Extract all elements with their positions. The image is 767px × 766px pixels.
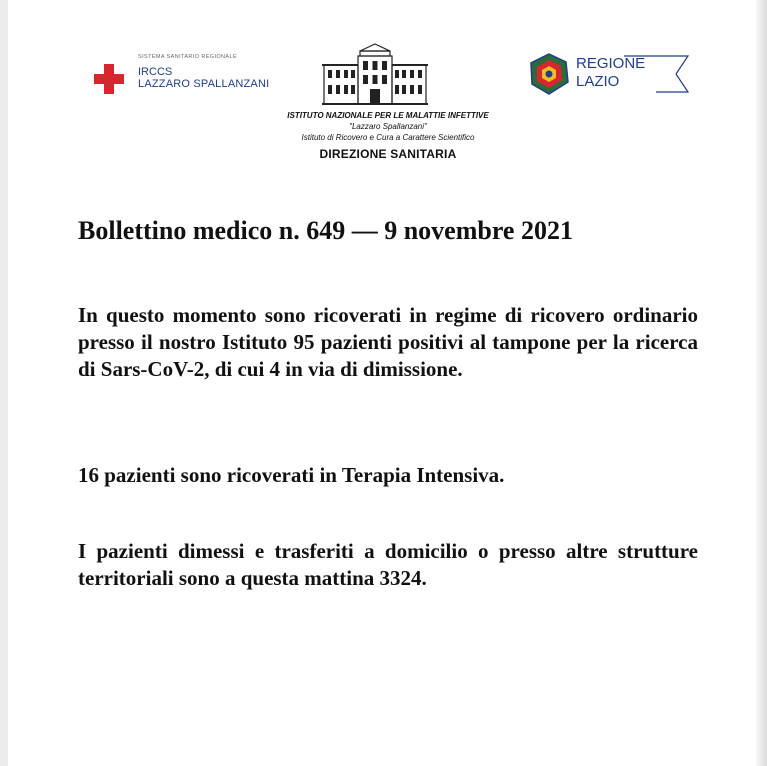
bulletin-paragraph-1: In questo momento sono ricoverati in regime di ricovero ordinario presso il nostro Istituto 95 pazienti positivi al tampone per la ricerca di Sars-CoV-2, di cui 4 in via di dimissione. bbox=[78, 303, 698, 381]
institute-building-icon bbox=[320, 41, 430, 107]
department-name: DIREZIONE SANITARIA bbox=[319, 147, 457, 161]
institute-description: Istituto di Ricovero e Cura a Carattere Scientifico bbox=[301, 133, 475, 142]
institute-subname: "Lazzaro Spallanzani" bbox=[349, 122, 427, 131]
red-cross-icon bbox=[94, 64, 124, 94]
bulletin-paragraph-2: 16 pazienti sono ricoverati in Terapia Intensiva. bbox=[78, 463, 505, 487]
regione-lazio-logo bbox=[528, 52, 698, 96]
document-page bbox=[8, 0, 756, 766]
bulletin-title: Bollettino medico n. 649 — 9 novembre 2021 bbox=[78, 216, 573, 245]
logo-line-spallanzani: LAZZARO SPALLANZANI bbox=[138, 78, 270, 90]
spallanzani-logo bbox=[94, 52, 284, 96]
institute-heading bbox=[258, 110, 518, 163]
lazio-line-lazio: LAZIO bbox=[576, 73, 620, 90]
bulletin-paragraph-3: I pazienti dimessi e trasferiti a domicilio o presso altre strutture territoriali sono a questa mattina 3324. bbox=[78, 539, 698, 590]
institute-name: ISTITUTO NAZIONALE PER LE MALATTIE INFETTIVE bbox=[287, 111, 489, 120]
lazio-arrow-icon bbox=[622, 54, 690, 94]
lazio-line-regione: REGIONE bbox=[576, 55, 646, 72]
lazio-emblem-icon bbox=[528, 52, 570, 96]
system-label: SISTEMA SANITARIO REGIONALE bbox=[138, 54, 238, 60]
page-edge-shadow bbox=[756, 0, 767, 766]
logo-line-irccs: IRCCS bbox=[138, 66, 173, 78]
